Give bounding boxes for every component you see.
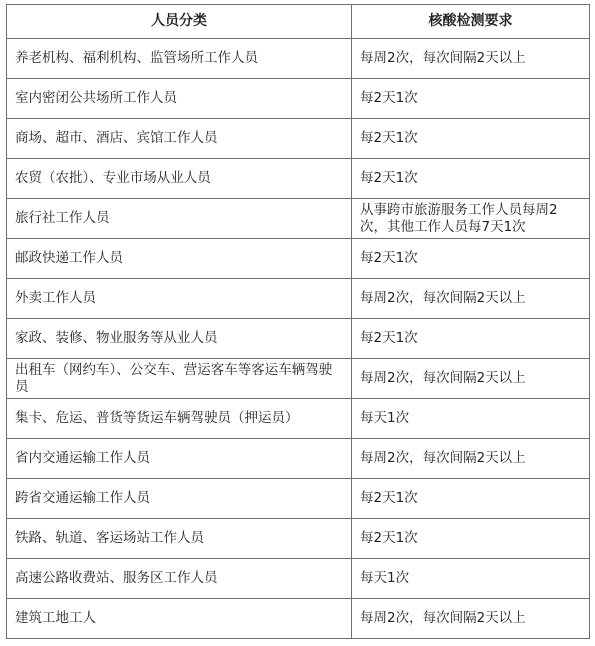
- requirement-cell: 每周2次，每次间隔2天以上: [352, 279, 590, 319]
- table-row: [7, 439, 590, 479]
- requirement-cell: 每2天1次: [352, 479, 590, 519]
- table-header-row: [7, 5, 590, 39]
- requirement-cell: 每2天1次: [352, 319, 590, 359]
- requirement-cell: 每天1次: [352, 399, 590, 439]
- category-cell: 旅行社工作人员: [7, 199, 352, 239]
- category-cell: 邮政快递工作人员: [7, 239, 352, 279]
- category-cell: 养老机构、福利机构、监管场所工作人员: [7, 39, 352, 79]
- category-cell: 出租车（网约车）、公交车、营运客车等客运车辆驾驶员: [7, 359, 352, 399]
- table-row: [7, 359, 590, 399]
- requirement-cell: 每周2次，每次间隔2天以上: [352, 39, 590, 79]
- category-cell: 省内交通运输工作人员: [7, 439, 352, 479]
- table-row: [7, 159, 590, 199]
- category-cell: 农贸（农批）、专业市场从业人员: [7, 159, 352, 199]
- requirement-cell: 每2天1次: [352, 79, 590, 119]
- table-row: [7, 559, 590, 599]
- header-testing-requirement: 核酸检测要求: [352, 5, 590, 39]
- requirement-cell: 每周2次，每次间隔2天以上: [352, 599, 590, 639]
- table-row: [7, 399, 590, 439]
- testing-requirements-table: [6, 4, 590, 639]
- requirement-cell: 每2天1次: [352, 159, 590, 199]
- requirement-cell: 每周2次，每次间隔2天以上: [352, 439, 590, 479]
- category-cell: 高速公路收费站、服务区工作人员: [7, 559, 352, 599]
- table-row: [7, 279, 590, 319]
- requirement-cell: 每2天1次: [352, 519, 590, 559]
- table-row: [7, 599, 590, 639]
- category-cell: 室内密闭公共场所工作人员: [7, 79, 352, 119]
- category-cell: 外卖工作人员: [7, 279, 352, 319]
- table-row: [7, 199, 590, 239]
- table-row: [7, 319, 590, 359]
- requirement-cell: 每周2次，每次间隔2天以上: [352, 359, 590, 399]
- category-cell: 商场、超市、酒店、宾馆工作人员: [7, 119, 352, 159]
- table-row: [7, 79, 590, 119]
- category-cell: 家政、装修、物业服务等从业人员: [7, 319, 352, 359]
- table-row: [7, 479, 590, 519]
- requirement-cell: 每2天1次: [352, 239, 590, 279]
- category-cell: 铁路、轨道、客运场站工作人员: [7, 519, 352, 559]
- category-cell: 跨省交通运输工作人员: [7, 479, 352, 519]
- table-row: [7, 119, 590, 159]
- category-cell: 建筑工地工人: [7, 599, 352, 639]
- requirement-cell: 从事跨市旅游服务工作人员每周2次，其他工作人员每7天1次: [352, 199, 590, 239]
- table-row: [7, 519, 590, 559]
- table-row: [7, 39, 590, 79]
- table-row: [7, 239, 590, 279]
- requirement-cell: 每2天1次: [352, 119, 590, 159]
- header-personnel-category: 人员分类: [7, 5, 352, 39]
- requirement-cell: 每天1次: [352, 559, 590, 599]
- category-cell: 集卡、危运、普货等货运车辆驾驶员（押运员）: [7, 399, 352, 439]
